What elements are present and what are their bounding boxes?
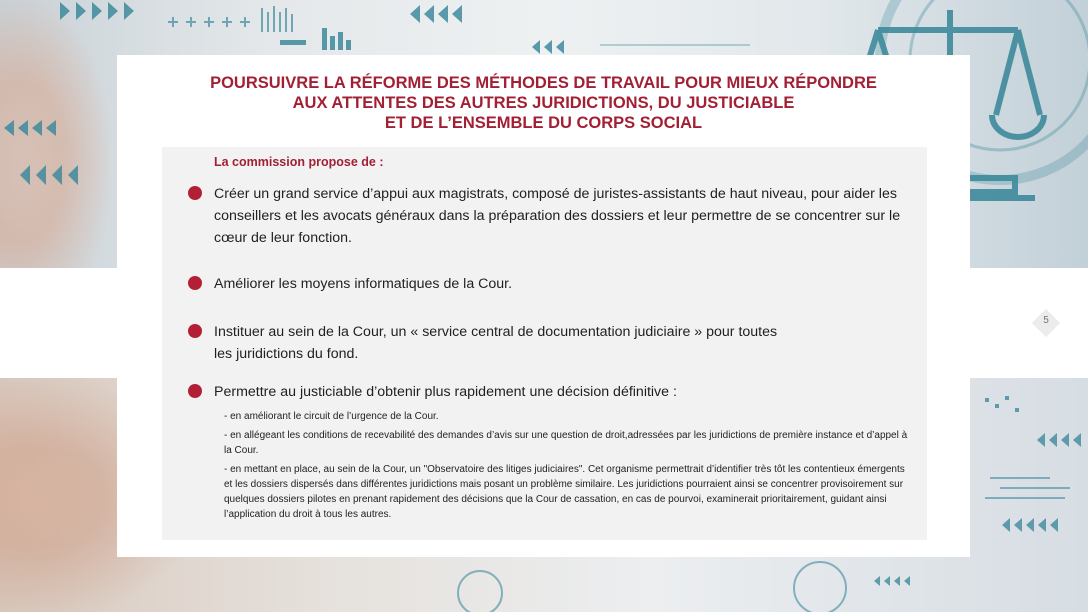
proposals-box [162,147,927,540]
slide-title [117,73,970,133]
list-item-text: Créer un grand service d’appui aux magistrats, composé de juristes-assistants de haut niveau, pour aider les conseillers et les avocats généraux dans la préparation des dossiers et leur permettre de se concentrer sur le cœur de leur fonction. [214,186,901,246]
list-item [188,321,908,365]
title-line-3: ET DE L’ENSEMBLE DU CORPS SOCIAL [384,114,703,132]
page-number: 5 [1043,315,1049,326]
list-item-text: Permettre au justiciable d’obtenir plus rapidement une décision définitive : [214,384,677,400]
sub-list [224,409,908,522]
title-line-1: POURSUIVRE LA RÉFORME DES MÉTHODES DE TRAVAIL POUR MIEUX RÉPONDRE [210,74,877,92]
title-line-2: AUX ATTENTES DES AUTRES JURIDICTIONS, DU JUSTICIABLE [292,94,795,112]
sub-list-item: - en allégeant les conditions de recevabilité des demandes d’avis sur une question de droit,adressées par les juridictions de première instance et d’appel à la Cour. [224,430,908,456]
list-item [188,183,908,249]
bullet-dot [188,324,202,338]
list-item [188,381,908,526]
list-item-text: Améliorer les moyens informatiques de la Cour. [214,276,513,292]
bullet-dot [188,276,202,290]
sub-list-item: - en améliorant le circuit de l’urgence de la Cour. [224,411,439,422]
bullet-dot [188,186,202,200]
list-item-text: Instituer au sein de la Cour, un « service central de documentation judiciaire » pour toutes les juridictions du fond. [214,324,778,362]
sub-list-item: - en mettant en place, au sein de la Cour, un "Observatoire des litiges judiciaires". Cet organisme permettrait d’identifier très tôt les contentieux émergents et les dossiers dispersés dans différentes juridictions mais posant un problème similaire. Les juridictions pourraient ainsi se concentrer provisoirement sur quelques dossiers pilotes en prenant rapidement des décisions que la Cour de cassation, en cas de pourvoi, examinerait prioritairement, guidant ainsi l’application du droit à tous les autres. [224,464,905,520]
list-item [188,273,908,295]
bullet-dot [188,384,202,398]
intro-label: La commission propose de : [214,155,384,169]
content-panel [117,55,970,557]
